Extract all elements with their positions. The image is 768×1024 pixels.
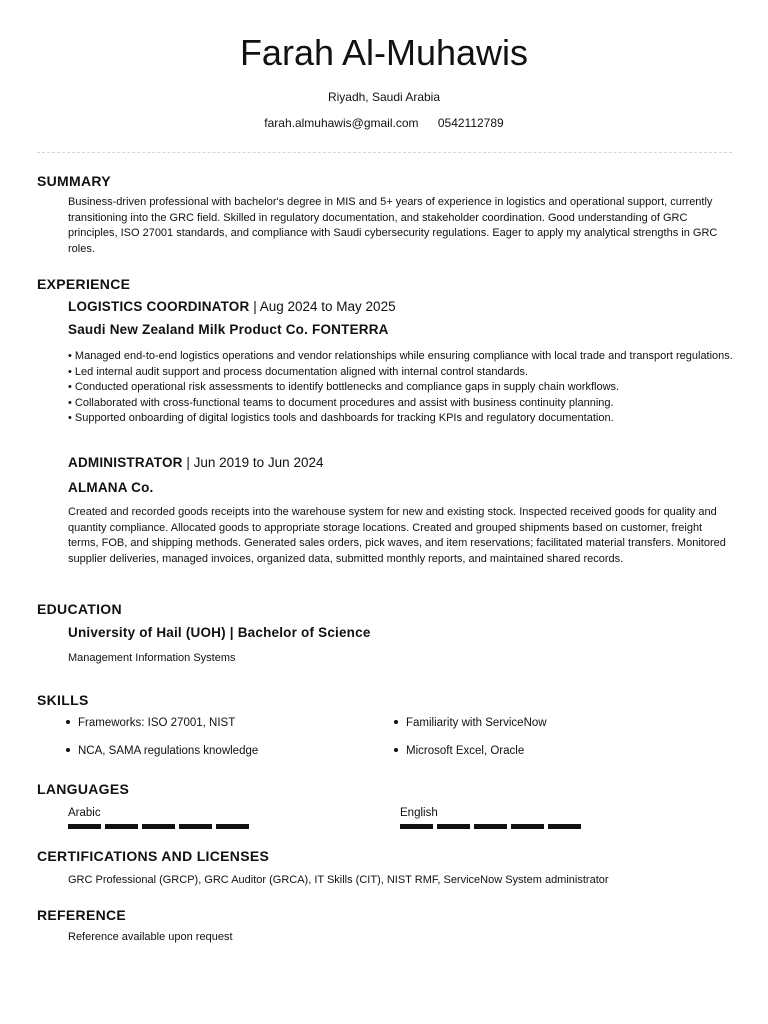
- company-almana: ALMANA Co.: [68, 480, 154, 495]
- bullet-dot-icon: [394, 748, 398, 752]
- language-level-bar-english: [400, 824, 581, 829]
- language-level-segment: [548, 824, 581, 829]
- list-item: • Supported onboarding of digital logistics tools and dashboards for tracking KPIs and regulatory documentation.: [68, 412, 614, 424]
- company-fonterra: Saudi New Zealand Milk Product Co. FONTERRA: [68, 322, 389, 337]
- header-divider: [37, 152, 732, 153]
- job-description-administrator: Created and recorded goods receipts into the warehouse system for new and existing stock. Inspected received goods for quality and quantity compliance. Allocated goods to appropriate storage locations. Created and grouped shipments based on customer, freight terms, FOB, and shipping methods. Generated sales orders, pick waves, and item reservations; facilitated material transfers. Monitored supplier deliveries, managed invoices, organized data, submitted monthly reports, and maintained shared records.: [68, 506, 726, 565]
- bullet-dot-icon: [66, 720, 70, 724]
- language-level-segment: [68, 824, 101, 829]
- candidate-location: Riyadh, Saudi Arabia: [327, 90, 441, 104]
- certifications-text: GRC Professional (GRCP), GRC Auditor (GRCA), IT Skills (CIT), NIST RMF, ServiceNow System administrator: [68, 874, 609, 886]
- reference-heading: REFERENCE: [37, 907, 127, 923]
- language-level-segment: [474, 824, 507, 829]
- summary-heading: SUMMARY: [37, 173, 111, 189]
- job-role: LOGISTICS COORDINATOR: [68, 299, 250, 314]
- language-level-segment: [179, 824, 212, 829]
- education-major: Management Information Systems: [68, 652, 236, 664]
- language-level-segment: [142, 824, 175, 829]
- education-school: University of Hail (UOH) | Bachelor of Science: [68, 625, 371, 640]
- language-level-bar-arabic: [68, 824, 249, 829]
- email-link[interactable]: farah.almuhawis@gmail.com: [264, 116, 419, 130]
- skill-item: Frameworks: ISO 27001, NIST: [66, 716, 235, 730]
- bullet-dot-icon: [66, 748, 70, 752]
- experience-heading: EXPERIENCE: [37, 276, 131, 292]
- candidate-name: Farah Al-Muhawis: [239, 32, 529, 73]
- certifications-heading: CERTIFICATIONS AND LICENSES: [37, 848, 270, 864]
- skill-item: NCA, SAMA regulations knowledge: [66, 744, 258, 758]
- summary-text: Business-driven professional with bachelor's degree in MIS and 5+ years of experience in logistics and operational support, currently transitioning into the GRC field. Skilled in regulatory documentation, and stakeholder coordination. Good understanding of GRC principles, ISO 27001 standards, and compliance with Saudi cybersecurity regulations. Eager to apply my analytical strengths in GRC roles.: [68, 196, 718, 255]
- skill-item: Microsoft Excel, Oracle: [394, 744, 524, 758]
- languages-heading: LANGUAGES: [37, 781, 130, 797]
- job-dates: | Aug 2024 to May 2025: [249, 299, 396, 314]
- language-level-segment: [400, 824, 433, 829]
- contact-line: [0, 116, 768, 130]
- language-level-segment: [216, 824, 249, 829]
- job-bullets-logistics: [68, 349, 734, 427]
- language-name-arabic: Arabic: [68, 807, 101, 819]
- reference-text: Reference available upon request: [68, 931, 233, 943]
- phone-number: 0542112789: [437, 116, 504, 130]
- education-heading: EDUCATION: [37, 601, 122, 617]
- job-title-administrator: [68, 455, 323, 471]
- list-item: • Conducted operational risk assessments to identify bottlenecks and compliance gaps in supply chain workflows.: [68, 381, 620, 393]
- language-level-segment: [511, 824, 544, 829]
- list-item: • Managed end-to-end logistics operations and vendor relationships while ensuring compliance with local trade and transport regulations.: [68, 350, 733, 362]
- list-item: • Collaborated with cross-functional teams to document procedures and assist with business continuity planning.: [68, 396, 614, 409]
- skills-heading: SKILLS: [37, 692, 89, 708]
- job-title-logistics: [68, 299, 396, 315]
- language-level-segment: [105, 824, 138, 829]
- language-level-segment: [437, 824, 470, 829]
- skill-item: Familiarity with ServiceNow: [394, 716, 547, 730]
- bullet-dot-icon: [394, 720, 398, 724]
- job-role: ADMINISTRATOR: [68, 455, 183, 470]
- list-item: • Led internal audit support and process documentation aligned with internal control standards.: [68, 365, 529, 378]
- language-name-english: English: [400, 807, 438, 819]
- job-dates: | Jun 2019 to Jun 2024: [182, 455, 324, 470]
